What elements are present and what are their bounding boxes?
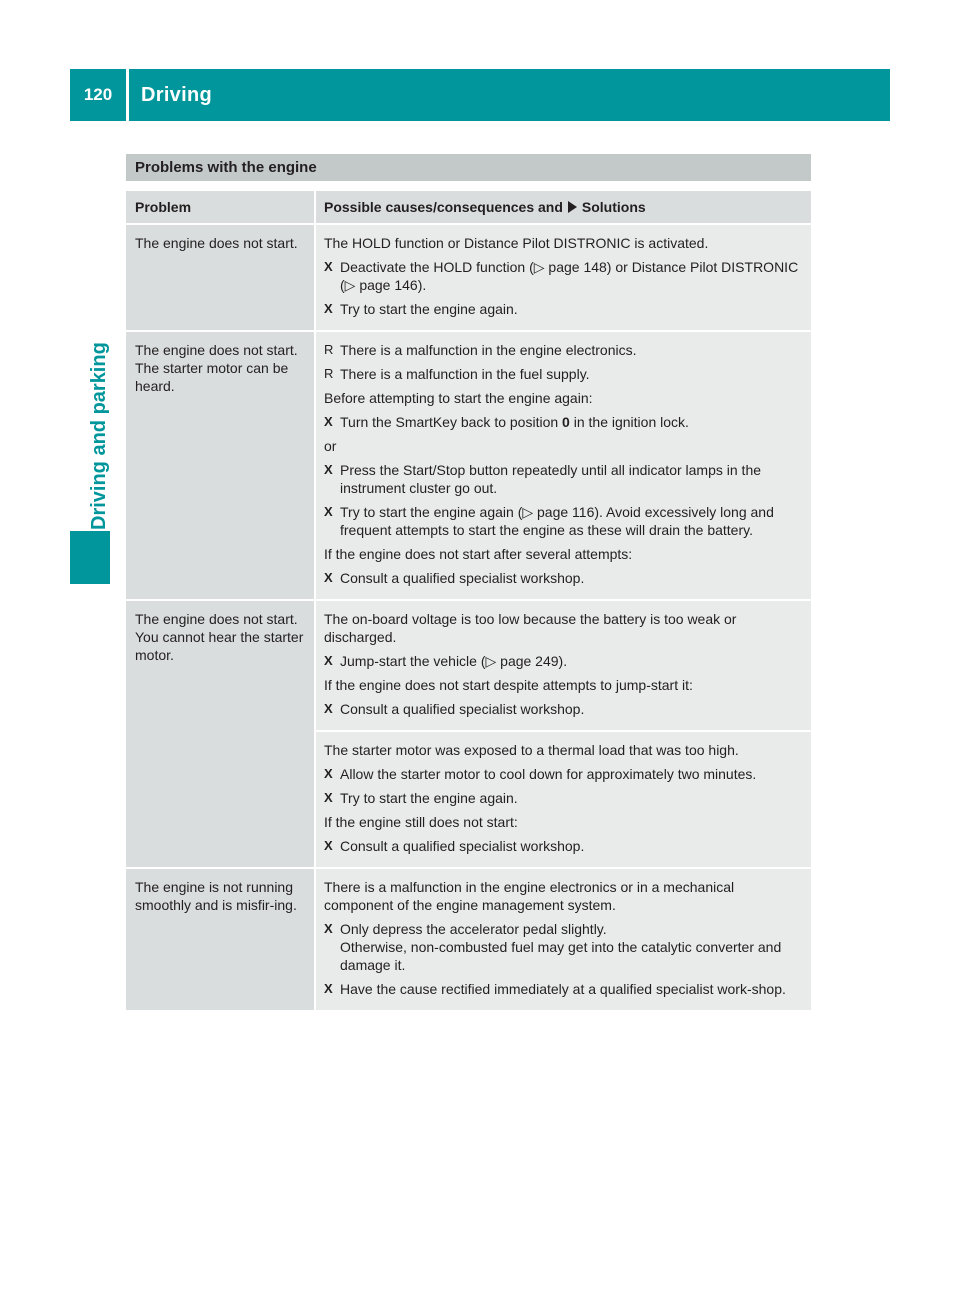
action-step: X Deactivate the HOLD function (▷ page 148) or Distance Pilot DISTRONIC (▷ page 146). [324, 259, 799, 293]
action-step: X Jump-start the vehicle (▷ page 249). [324, 653, 568, 669]
action-arrow-icon: X [324, 570, 333, 585]
cause-bullet: R There is a malfunction in the fuel supply. [324, 366, 590, 382]
action-step: X Try to start the engine again. [324, 790, 518, 806]
action-arrow-icon: X [324, 981, 333, 996]
table-title: Problems with the engine [126, 154, 811, 181]
solution-cell [316, 225, 811, 330]
instruction-text: If the engine does not start despite attempts to jump-start it: [324, 677, 693, 693]
solution-column [314, 869, 811, 1010]
table-row [126, 330, 811, 599]
action-arrow-icon: X [324, 504, 333, 519]
action-arrow-icon: X [324, 301, 333, 316]
solution-column [314, 225, 811, 330]
cause-bullet: R There is a malfunction in the engine electronics. [324, 342, 637, 358]
table-row [126, 223, 811, 330]
step-note: Otherwise, non-combusted fuel may get into the catalytic converter and damage it. [340, 939, 782, 973]
action-step: X Turn the SmartKey back to position 0 in the ignition lock. [324, 414, 689, 430]
solution-cell [316, 601, 811, 730]
solution-cell [316, 332, 811, 599]
problem-cell: The engine does not start. You cannot hear the starter motor. [126, 601, 314, 867]
cause-text: The on-board voltage is too low because the battery is too weak or discharged. [324, 611, 737, 645]
problem-cell: The engine does not start. The starter motor can be heard. [126, 332, 314, 599]
action-step: X Try to start the engine again (▷ page 116). Avoid excessively long and frequent attempts to start the engine as these will drain the battery. [324, 504, 774, 538]
instruction-text: If the engine still does not start: [324, 814, 518, 830]
solution-cell [316, 869, 811, 1010]
action-step: X Press the Start/Stop button repeatedly until all indicator lamps in the instrument cluster go out. [324, 462, 762, 496]
troubleshooting-table [126, 154, 811, 1010]
action-arrow-icon: X [324, 701, 333, 716]
column-header-solutions-text: Solutions [581, 199, 646, 215]
action-step: X Allow the starter motor to cool down for approximately two minutes. [324, 766, 757, 782]
action-arrow-icon: X [324, 259, 333, 274]
bullet-icon: R [324, 366, 334, 381]
action-arrow-icon: X [324, 921, 333, 936]
solution-column [314, 601, 811, 867]
table-row [126, 867, 811, 1010]
solution-column [314, 332, 811, 599]
arrow-right-icon [568, 201, 577, 213]
action-step: X Consult a qualified specialist workshop. [324, 838, 585, 854]
action-arrow-icon: X [324, 766, 333, 781]
solution-cell [316, 730, 811, 867]
action-step: X Have the cause rectified immediately at a qualified specialist work-shop. [324, 981, 786, 997]
action-step: X Try to start the engine again. [324, 301, 518, 317]
table-header-row [126, 189, 811, 223]
or-text: or [324, 438, 337, 454]
cause-text: The HOLD function or Distance Pilot DISTRONIC is activated. [324, 235, 709, 251]
action-step: X Consult a qualified specialist workshop. [324, 701, 585, 717]
action-arrow-icon: X [324, 838, 333, 853]
problem-cell: The engine does not start. [126, 225, 314, 330]
table-row [126, 599, 811, 867]
instruction-text: Before attempting to start the engine again: [324, 390, 593, 406]
page-number: 120 [83, 85, 113, 104]
section-title: Driving [141, 83, 212, 106]
cause-text: There is a malfunction in the engine electronics or in a mechanical component of the engine management system. [324, 879, 735, 913]
problem-cell: The engine is not running smoothly and is misfir-ing. [126, 869, 314, 1010]
action-arrow-icon: X [324, 790, 333, 805]
column-header-solutions [314, 191, 811, 223]
column-header-problem: Problem [126, 191, 314, 223]
action-step: X Consult a qualified specialist workshop. [324, 570, 585, 586]
action-arrow-icon: X [324, 462, 333, 477]
side-tab-marker [70, 531, 110, 584]
action-step: X Only depress the accelerator pedal slightly. Otherwise, non-combusted fuel may get into the catalytic converter and damage it. [324, 921, 782, 973]
page-header [70, 69, 890, 121]
action-arrow-icon: X [324, 653, 333, 668]
spacer [126, 181, 811, 189]
bullet-icon: R [324, 342, 334, 357]
action-arrow-icon: X [324, 414, 333, 429]
side-tab-label: Driving and parking [88, 342, 110, 530]
column-header-text: Possible causes/consequences and [324, 199, 563, 215]
cause-text: The starter motor was exposed to a thermal load that was too high. [324, 742, 739, 758]
instruction-text: If the engine does not start after several attempts: [324, 546, 633, 562]
